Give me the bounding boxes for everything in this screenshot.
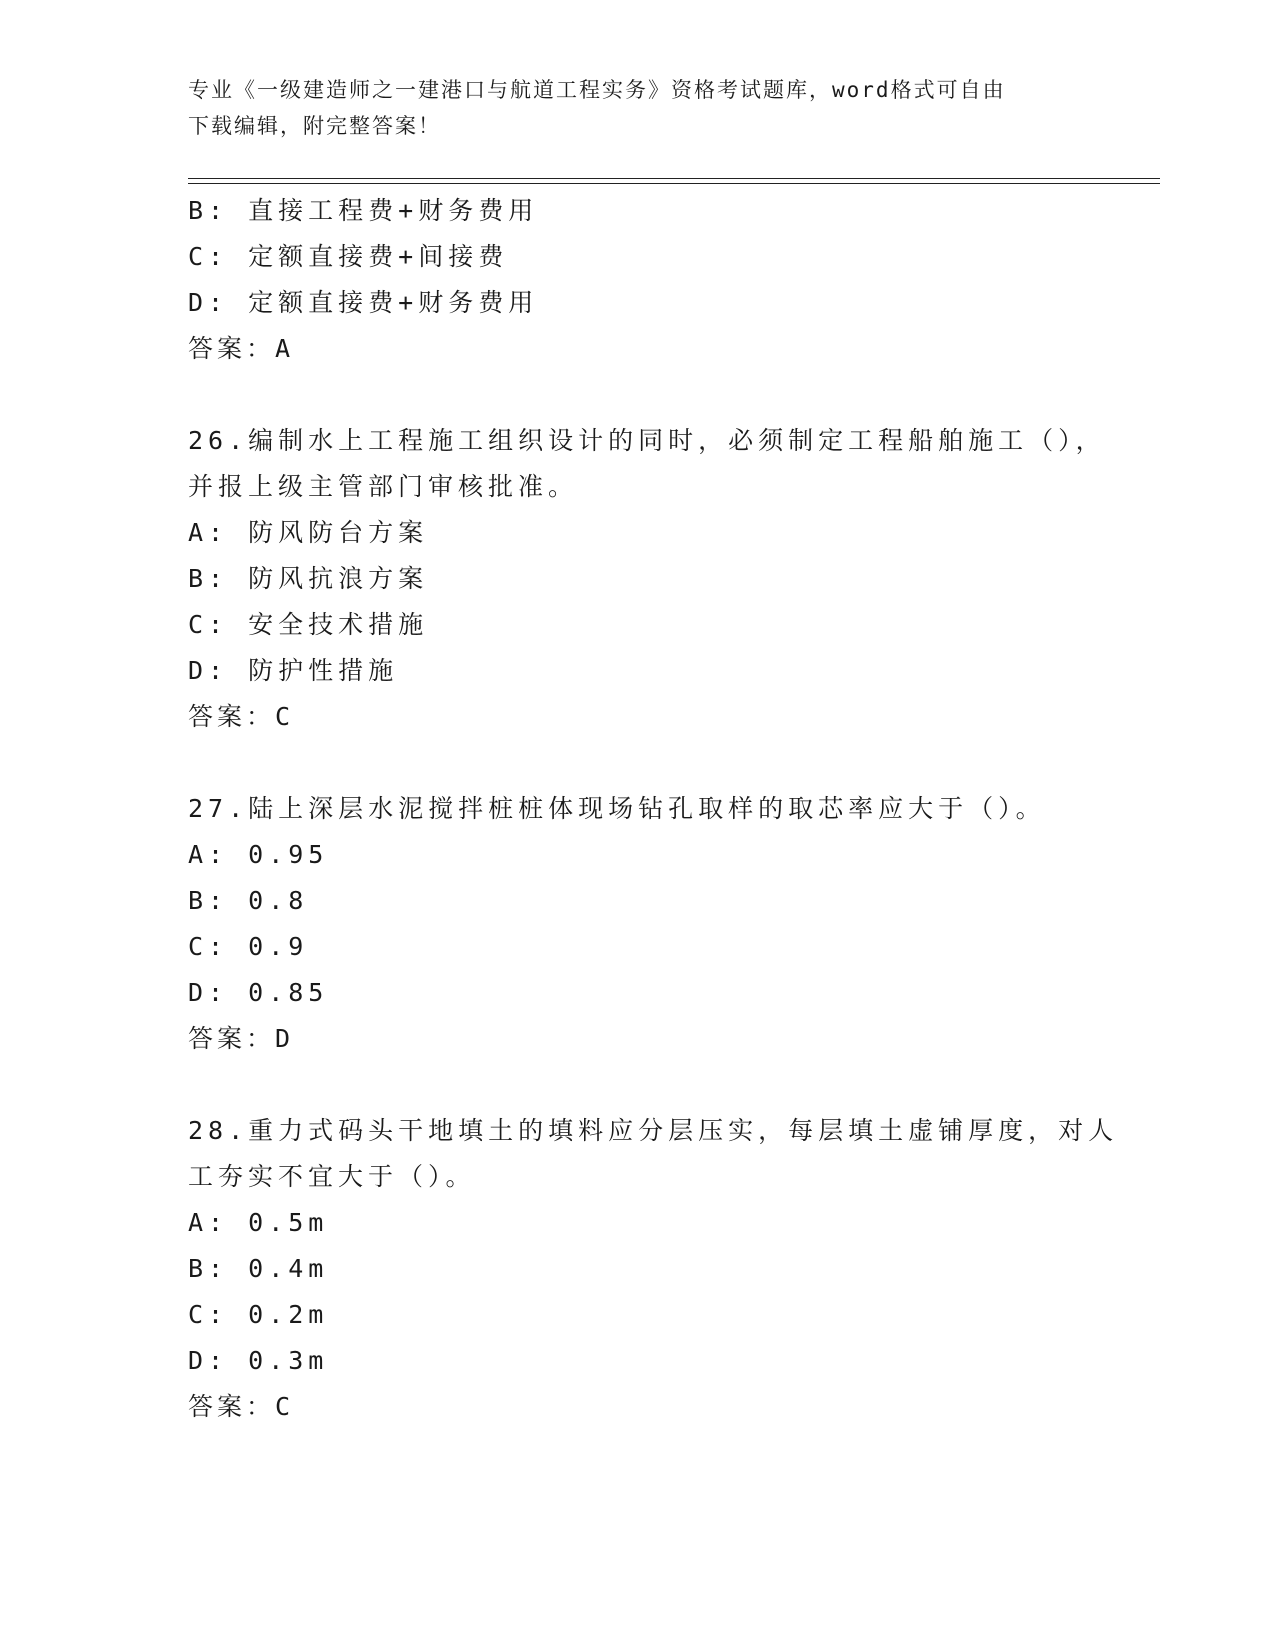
option-a: A: 0.5m [188,1208,329,1237]
question-stem: 并报上级主管部门审核批准。 [188,472,579,501]
option-c: C: 0.2m [188,1300,329,1329]
option-c: C: 安全技术措施 [188,610,429,639]
question-block [188,1108,1119,1430]
option-a: A: 0.95 [188,840,329,869]
answer-label: 答案： [188,702,276,731]
question-spacer [188,372,1088,418]
option-c: C: 0.9 [188,932,309,961]
option-b: B: 防风抗浪方案 [188,564,429,593]
answer-value: C [275,1392,291,1421]
question-spacer [188,1062,1088,1108]
answer-line [188,326,1088,372]
option-c: C: 定额直接费+间接费 [188,242,509,271]
question-block [188,188,1088,372]
document-header [188,72,1088,144]
answer-line [188,1384,1088,1430]
option-d: D: 定额直接费+财务费用 [188,288,539,317]
option-a: A: 防风防台方案 [188,518,429,547]
option-d: D: 0.3m [188,1346,329,1375]
answer-line [188,1016,1088,1062]
question-stem: 26.编制水上工程施工组织设计的同时，必须制定工程船舶施工（）， [188,426,1106,455]
header-line-2: 下载编辑，附完整答案！ [188,114,441,138]
question-spacer [188,740,1088,786]
question-list [188,188,1119,1430]
question-block [188,786,1088,1062]
answer-value: D [275,1024,291,1053]
question-block [188,418,1106,740]
question-stem: 28.重力式码头干地填土的填料应分层压实，每层填土虚铺厚度，对人 [188,1116,1119,1145]
answer-label: 答案： [188,1024,276,1053]
option-b: B: 0.4m [188,1254,329,1283]
answer-value: C [275,702,291,731]
option-b: B: 0.8 [188,886,309,915]
answer-line [188,694,1088,740]
option-b: B: 直接工程费+财务费用 [188,196,539,225]
question-stem: 工夯实不宜大于（）。 [188,1162,476,1191]
header-divider-top [188,178,1160,179]
option-d: D: 防护性措施 [188,656,399,685]
header-line-1: 专业《一级建造师之一建港口与航道工程实务》资格考试题库，word格式可自由 [188,78,1006,102]
answer-value: A [275,334,291,363]
answer-label: 答案： [188,334,276,363]
option-d: D: 0.85 [188,978,329,1007]
answer-label: 答案： [188,1392,276,1421]
header-divider-bottom [188,183,1160,184]
question-stem: 27.陆上深层水泥搅拌桩桩体现场钻孔取样的取芯率应大于（）。 [188,794,1046,823]
